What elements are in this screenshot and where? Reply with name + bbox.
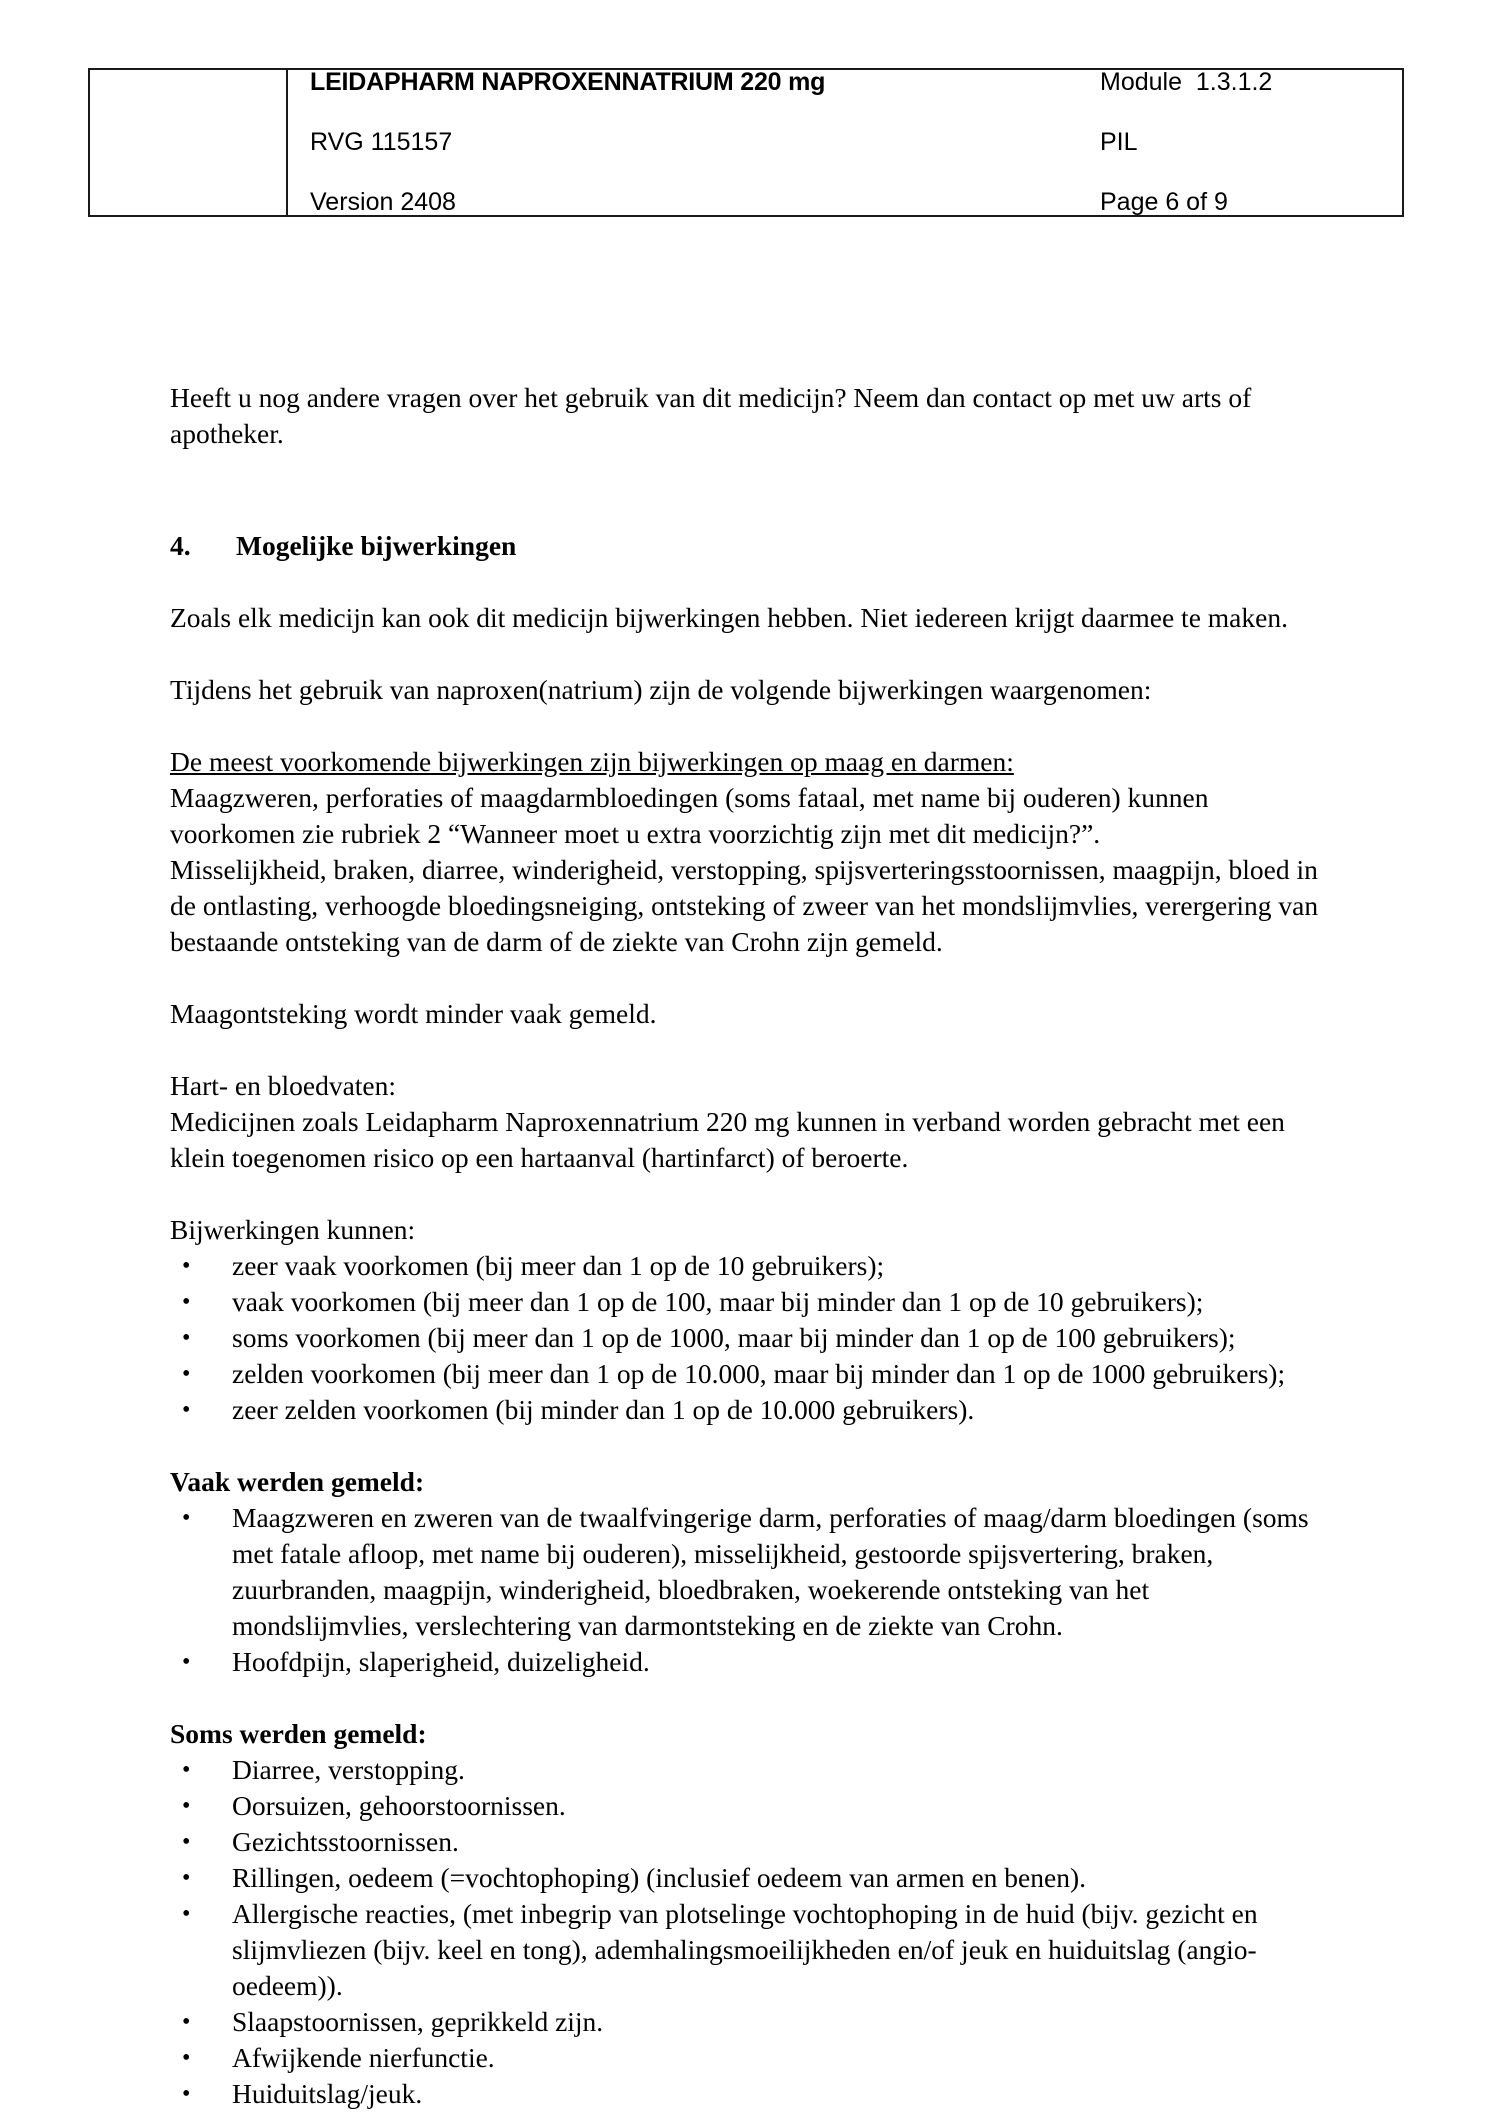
document-type: PIL <box>1100 128 1138 156</box>
list-item: • Slaapstoornissen, geprikkeld zijn. <box>170 2004 1330 2040</box>
header-line-rvg <box>288 130 1402 155</box>
spacer <box>170 1176 1330 1212</box>
spacer <box>170 1428 1330 1464</box>
soms-list <box>170 1752 1330 2112</box>
rvg-number: RVG 115157 <box>310 128 453 156</box>
list-item: • Oorsuizen, gehoorstoornissen. <box>170 1788 1330 1824</box>
frequency-intro: Bijwerkingen kunnen: <box>170 1214 416 1245</box>
list-item: • zeer vaak voorkomen (bij meer dan 1 op de 10 gebruikers); <box>170 1248 1330 1284</box>
spacer <box>170 708 1330 744</box>
list-item: • Afwijkende nierfunctie. <box>170 2040 1330 2076</box>
header-line-version <box>288 190 1402 215</box>
list-item: • soms voorkomen (bij meer dan 1 op de 1000, maar bij minder dan 1 op de 100 gebruikers); <box>170 1320 1330 1356</box>
list-item: • Rillingen, oedeem (=vochtophoping) (inclusief oedeem van armen en benen). <box>170 1860 1330 1896</box>
header-line-product <box>288 70 1402 95</box>
frequency-list <box>170 1248 1330 1428</box>
list-item: • Allergische reacties, (met inbegrip van plotselinge vochtophoping in de huid (bijv. gezicht en slijmvliezen (bijv. keel en tong), ademhalingsmoeilijkheden en/of jeuk en huiduitslag (angio-oedeem)). <box>170 1896 1330 2004</box>
header-logo-cell <box>89 69 287 216</box>
section-number: 4. <box>170 530 191 561</box>
gi-paragraph-2: Misselijkheid, braken, diarree, winderigheid, verstopping, spijsverteringsstoornissen, maagpijn, bloed in de ontlasting, verhoogde bloedingsneiging, ontsteking of zweer van het mondslijmvlies, verergering van bestaande ontsteking van de darm of de ziekte van Crohn zijn gemeld. <box>170 854 1319 957</box>
list-item: • Maagzweren en zweren van de twaalfvingerige darm, perforaties of maag/darm bloedingen (soms met fatale afloop, met name bij ouderen), misselijkheid, gestoorde spijsvertering, braken, zuurbranden, maagpijn, winderigheid, bloedbraken, woekerende ontsteking van het mondslijmvlies, verslechtering van darmontsteking en de ziekte van Crohn. <box>170 1500 1330 1644</box>
list-item: • zeer zelden voorkomen (bij minder dan 1 op de 10.000 gebruikers). <box>170 1392 1330 1428</box>
heart-paragraph: Medicijnen zoals Leidapharm Naproxennatrium 220 mg kunnen in verband worden gebracht met een klein toegenomen risico op een hartaanval (hartinfarct) of beroerte. <box>170 1106 1285 1173</box>
version-number: Version 2408 <box>310 188 456 216</box>
soms-heading: Soms werden gemeld: <box>170 1718 427 1749</box>
list-item: • Diarree, verstopping. <box>170 1752 1330 1788</box>
list-item: • vaak voorkomen (bij meer dan 1 op de 100, maar bij minder dan 1 op de 10 gebruikers); <box>170 1284 1330 1320</box>
header-info-cell <box>287 69 1403 216</box>
spacer <box>170 1032 1330 1068</box>
gi-paragraph-1: Maagzweren, perforaties of maagdarmbloedingen (soms fataal, met name bij ouderen) kunnen voorkomen zie rubriek 2 “Wanneer moet u extra voorzichtig zijn met dit medicijn?”. <box>170 782 1209 849</box>
paragraph-general-1: Zoals elk medicijn kan ook dit medicijn bijwerkingen hebben. Niet iedereen krijgt daarmee te maken. <box>170 602 1288 633</box>
section-heading-4 <box>170 528 1330 564</box>
product-name: LEIDAPHARM NAPROXENNATRIUM 220 mg <box>310 68 826 96</box>
spacer <box>170 636 1330 672</box>
paragraph-general-2: Tijdens het gebruik van naproxen(natrium) zijn de volgende bijwerkingen waargenomen: <box>170 674 1152 705</box>
list-item: • Huiduitslag/jeuk. <box>170 2076 1330 2112</box>
header-table-row <box>89 69 1403 216</box>
spacer <box>170 492 1330 528</box>
intro-paragraph: Heeft u nog andere vragen over het gebruik van dit medicijn? Neem dan contact op met uw arts of apotheker. <box>170 382 1252 449</box>
spacer <box>170 452 1330 492</box>
module-number: Module 1.3.1.2 <box>1100 68 1273 96</box>
spacer <box>170 1680 1330 1716</box>
gi-subheading: De meest voorkomende bijwerkingen zijn bijwerkingen op maag en darmen: <box>170 746 1014 777</box>
heart-subheading: Hart- en bloedvaten: <box>170 1070 397 1101</box>
vaak-heading: Vaak werden gemeld: <box>170 1466 425 1497</box>
section-title: Mogelijke bijwerkingen <box>236 530 517 561</box>
document-body <box>170 380 1330 2112</box>
spacer <box>170 564 1330 600</box>
list-item: • Hoofdpijn, slaperigheid, duizeligheid. <box>170 1644 1330 1680</box>
document-header-table <box>88 68 1404 217</box>
paragraph-gastritis: Maagontsteking wordt minder vaak gemeld. <box>170 998 657 1029</box>
spacer <box>170 960 1330 996</box>
page-number: Page 6 of 9 <box>1100 188 1228 216</box>
list-item: • zelden voorkomen (bij meer dan 1 op de 10.000, maar bij minder dan 1 op de 1000 gebruikers); <box>170 1356 1330 1392</box>
list-item: • Gezichtsstoornissen. <box>170 1824 1330 1860</box>
vaak-list <box>170 1500 1330 1680</box>
